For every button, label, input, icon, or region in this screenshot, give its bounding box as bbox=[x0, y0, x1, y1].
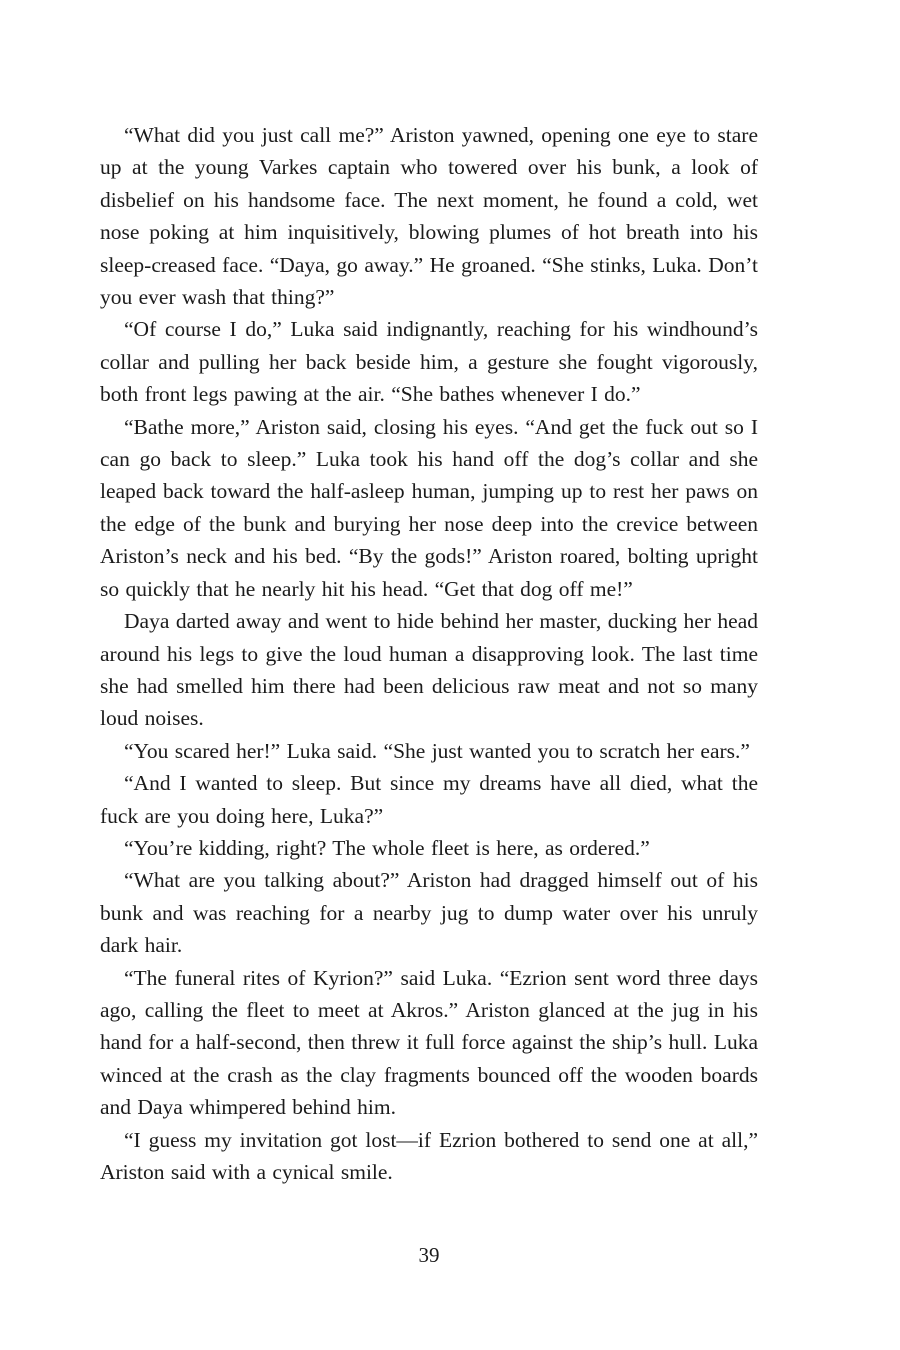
body-text bbox=[100, 119, 758, 1188]
paragraph: “You scared her!” Luka said. “She just wanted you to scratch her ears.” bbox=[124, 738, 750, 763]
paragraph: “The funeral rites of Kyrion?” said Luka. “Ezrion sent word three days ago, calling the fleet to meet at Akros.” Ariston glanced at the jug in his hand for a half-second, then threw it full force against the ship’s hull. Luka winced at the crash as the clay fragments bounced off the wooden boards and Daya whimpered behind him. bbox=[100, 965, 758, 1120]
paragraph: “And I wanted to sleep. But since my dreams have all died, what the fuck are you doing here, Luka?” bbox=[100, 771, 758, 828]
paragraph: “What did you just call me?” Ariston yawned, opening one eye to stare up at the young Varkes captain who towered over his bunk, a look of disbelief on his handsome face. The next moment, he found a cold, wet nose poking at him inquisitively, blowing plumes of hot breath into his sleep-creased face. “Daya, go away.” He groaned. “She stinks, Luka. Don’t you ever wash that thing?” bbox=[100, 123, 758, 310]
paragraph: Daya darted away and went to hide behind her master, ducking her head around his legs to give the loud human a disapproving look. The last time she had smelled him there had been delicious raw meat and not so many loud noises. bbox=[100, 609, 758, 731]
paragraph: “I guess my invitation got lost—if Ezrion bothered to send one at all,” Ariston said with a cynical smile. bbox=[100, 1127, 758, 1184]
paragraph: “Of course I do,” Luka said indignantly, reaching for his windhound’s collar and pulling her back beside him, a gesture she fought vigorously, both front legs pawing at the air. “She bathes whenever I do.” bbox=[100, 317, 758, 407]
paragraph: “You’re kidding, right? The whole fleet is here, as ordered.” bbox=[124, 835, 650, 860]
paragraph: “Bathe more,” Ariston said, closing his eyes. “And get the fuck out so I can go back to sleep.” Luka took his hand off the dog’s collar and she leaped back toward the half-asleep human, jumping up to rest her paws on the edge of the bunk and burying her nose deep into the crevice between Ariston’s neck and his bed. “By the gods!” Ariston roared, bolting upright so quickly that he nearly hit his head. “Get that dog off me!” bbox=[100, 414, 758, 601]
paragraph: “What are you talking about?” Ariston had dragged himself out of his bunk and was reaching for a nearby jug to dump water over his unruly dark hair. bbox=[100, 868, 758, 958]
page-number: 39 bbox=[418, 1243, 440, 1267]
